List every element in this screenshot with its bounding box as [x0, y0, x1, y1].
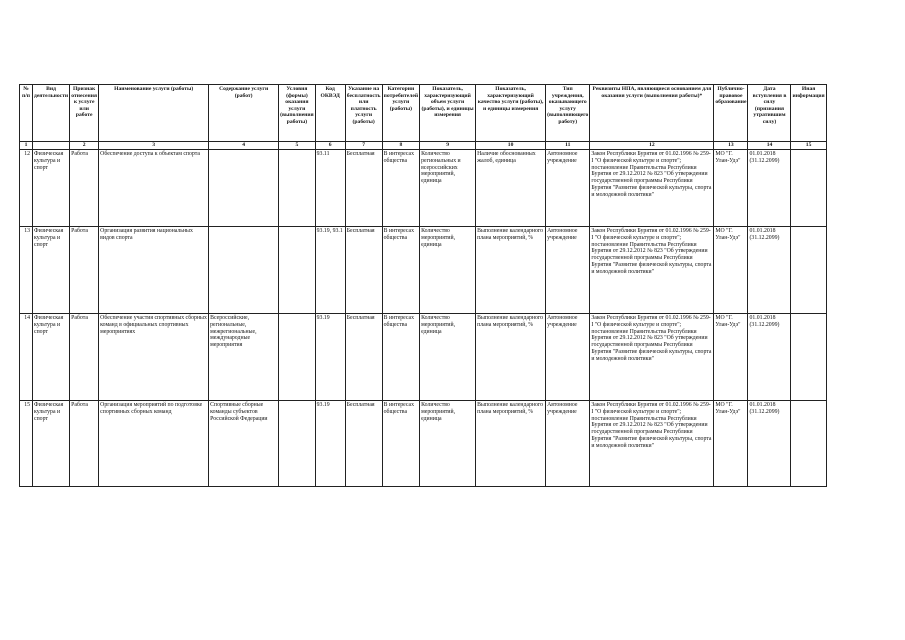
quality-indicator-cell: Выполнение календарного плана мероприятий, %: [476, 314, 546, 401]
row-number: 13: [20, 227, 33, 314]
conditions-cell: [279, 401, 316, 487]
quality-indicator-cell: Наличие обоснованных жалоб, единица: [476, 150, 546, 227]
header-cell-consumers: Категории потребителей услуги (работы): [382, 85, 419, 142]
okved-cell: 93.19: [315, 314, 345, 401]
column-number-cell: 1: [20, 142, 33, 150]
header-row: [20, 85, 827, 142]
consumers-cell: В интересах общества: [382, 401, 419, 487]
institution-type-cell: Автономное учреждение: [546, 314, 590, 401]
header-cell-institution: Тип учреждения, оказывающего услугу (выполняющего работу): [546, 85, 590, 142]
consumers-cell: В интересах общества: [382, 314, 419, 401]
public-entity-cell: МО "Г. Улан-Удэ": [714, 401, 748, 487]
table-row: [20, 401, 827, 487]
column-number-cell: 8: [382, 142, 419, 150]
activity-cell: Физическая культура и спорт: [33, 227, 70, 314]
volume-indicator-cell: Количество мероприятий, единица: [420, 314, 476, 401]
column-number-cell: 14: [748, 142, 791, 150]
column-number-cell: 6: [315, 142, 345, 150]
service-name-cell: Организация мероприятий по подготовке спортивных сборных команд: [99, 401, 209, 487]
column-number-cell: 13: [714, 142, 748, 150]
header-cell-npa: Реквизиты НПА, являющиеся основанием для оказания услуги (выполнения работы)*: [590, 85, 714, 142]
content-cell: [209, 227, 279, 314]
conditions-cell: [279, 227, 316, 314]
volume-indicator-cell: Количество региональных и всероссийских мероприятий, единица: [420, 150, 476, 227]
service-name-cell: Организация развития национальных видов спорта: [99, 227, 209, 314]
column-number-cell: 9: [420, 142, 476, 150]
payment-cell: Бесплатная: [345, 227, 382, 314]
public-entity-cell: МО "Г. Улан-Удэ": [714, 227, 748, 314]
other-info-cell: [791, 401, 826, 487]
header-cell-sign: Признак отнесения к услуге или работе: [70, 85, 99, 142]
public-entity-cell: МО "Г. Улан-Удэ": [714, 314, 748, 401]
sign-cell: Работа: [70, 314, 99, 401]
header-cell-entity: Публично-правовое образование: [714, 85, 748, 142]
sign-cell: Работа: [70, 150, 99, 227]
column-number-cell: [33, 142, 70, 150]
header-cell-payment: Указание на бесплатность или платность услуги (работы): [345, 85, 382, 142]
payment-cell: Бесплатная: [345, 314, 382, 401]
public-entity-cell: МО "Г. Улан-Удэ": [714, 150, 748, 227]
effective-date-cell: 01.01.2018 (31.12.2099): [748, 150, 791, 227]
npa-details-cell: Закон Республики Бурятия от 01.02.1996 № 259-I "О физической культуре и спорте"; постановление Правительства Республики Бурятия от 29.12.2012 № 823 "Об утверждении государственной программы Республики Бурятия "Развитие физической культуры, спорта и молодежной политики": [590, 227, 714, 314]
column-number-cell: 11: [546, 142, 590, 150]
service-name-cell: Обеспечение доступа к объектам спорта: [99, 150, 209, 227]
content-cell: Всероссийские, региональные, межрегиональные, международные мероприятия: [209, 314, 279, 401]
header-cell-quality: Показатель, характеризующий качество услуги (работы), и единицы измерения: [476, 85, 546, 142]
institution-type-cell: Автономное учреждение: [546, 401, 590, 487]
sign-cell: Работа: [70, 401, 99, 487]
sign-cell: Работа: [70, 227, 99, 314]
header-cell-other: Иная информация: [791, 85, 826, 142]
row-number: 12: [20, 150, 33, 227]
okved-cell: 93.19, 93.1: [315, 227, 345, 314]
other-info-cell: [791, 150, 826, 227]
activity-cell: Физическая культура и спорт: [33, 401, 70, 487]
table-row: [20, 314, 827, 401]
header-cell-conditions: Условия (формы) оказания услуги (выполнения работы): [279, 85, 316, 142]
volume-indicator-cell: Количество мероприятий, единица: [420, 401, 476, 487]
npa-details-cell: Закон Республики Бурятия от 01.02.1996 № 259-I "О физической культуре и спорте"; постановление Правительства Республики Бурятия от 29.12.2012 № 823 "Об утверждении государственной программы Республики Бурятия "Развитие физической культуры, спорта и молодежной политики": [590, 401, 714, 487]
conditions-cell: [279, 150, 316, 227]
okved-cell: 93.11: [315, 150, 345, 227]
column-number-cell: 10: [476, 142, 546, 150]
npa-details-cell: Закон Республики Бурятия от 01.02.1996 № 259-I "О физической культуре и спорте"; постановление Правительства Республики Бурятия от 29.12.2012 № 823 "Об утверждении государственной программы Республики Бурятия "Развитие физической культуры, спорта и молодежной политики": [590, 314, 714, 401]
conditions-cell: [279, 314, 316, 401]
payment-cell: Бесплатная: [345, 150, 382, 227]
other-info-cell: [791, 227, 826, 314]
institution-type-cell: Автономное учреждение: [546, 227, 590, 314]
column-number-row: [20, 142, 827, 150]
quality-indicator-cell: Выполнение календарного плана мероприятий, %: [476, 227, 546, 314]
header-cell-okved: Код ОКВЭД: [315, 85, 345, 142]
column-number-cell: 3: [99, 142, 209, 150]
header-cell-volume: Показатель, характеризующий объем услуги (работы), и единицы измерения: [420, 85, 476, 142]
consumers-cell: В интересах общества: [382, 150, 419, 227]
services-register-table: [19, 84, 827, 487]
npa-details-cell: Закон Республики Бурятия от 01.02.1996 № 259-I "О физической культуре и спорте"; постановление Правительства Республики Бурятия от 29.12.2012 № 823 "Об утверждении государственной программы Республики Бурятия "Развитие физической культуры, спорта и молодежной политики": [590, 150, 714, 227]
content-cell: Спортивные сборные команды субъектов Российской Федерации: [209, 401, 279, 487]
payment-cell: Бесплатная: [345, 401, 382, 487]
okved-cell: 93.19: [315, 401, 345, 487]
column-number-cell: 2: [70, 142, 99, 150]
volume-indicator-cell: Количество мероприятий, единица: [420, 227, 476, 314]
header-cell-num: № п/п: [20, 85, 33, 142]
header-cell-content: Содержание услуги (работ): [209, 85, 279, 142]
institution-type-cell: Автономное учреждение: [546, 150, 590, 227]
column-number-cell: 15: [791, 142, 826, 150]
consumers-cell: В интересах общества: [382, 227, 419, 314]
column-number-cell: 4: [209, 142, 279, 150]
table-row: [20, 150, 827, 227]
activity-cell: Физическая культура и спорт: [33, 314, 70, 401]
effective-date-cell: 01.01.2018 (31.12.2099): [748, 227, 791, 314]
header-cell-activity: Вид деятельности: [33, 85, 70, 142]
document-page: [19, 84, 827, 487]
service-name-cell: Обеспечение участия спортивных сборных команд в официальных спортивных мероприятиях: [99, 314, 209, 401]
other-info-cell: [791, 314, 826, 401]
column-number-cell: 5: [279, 142, 316, 150]
table-row: [20, 227, 827, 314]
effective-date-cell: 01.01.2018 (31.12.2099): [748, 314, 791, 401]
header-cell-name: Наименование услуги (работы): [99, 85, 209, 142]
row-number: 14: [20, 314, 33, 401]
row-number: 15: [20, 401, 33, 487]
quality-indicator-cell: Выполнение календарного плана мероприятий, %: [476, 401, 546, 487]
content-cell: [209, 150, 279, 227]
header-cell-date: Дата вступления в силу (признания утратившим силу): [748, 85, 791, 142]
activity-cell: Физическая культура и спорт: [33, 150, 70, 227]
column-number-cell: 12: [590, 142, 714, 150]
effective-date-cell: 01.01.2018 (31.12.2099): [748, 401, 791, 487]
column-number-cell: 7: [345, 142, 382, 150]
